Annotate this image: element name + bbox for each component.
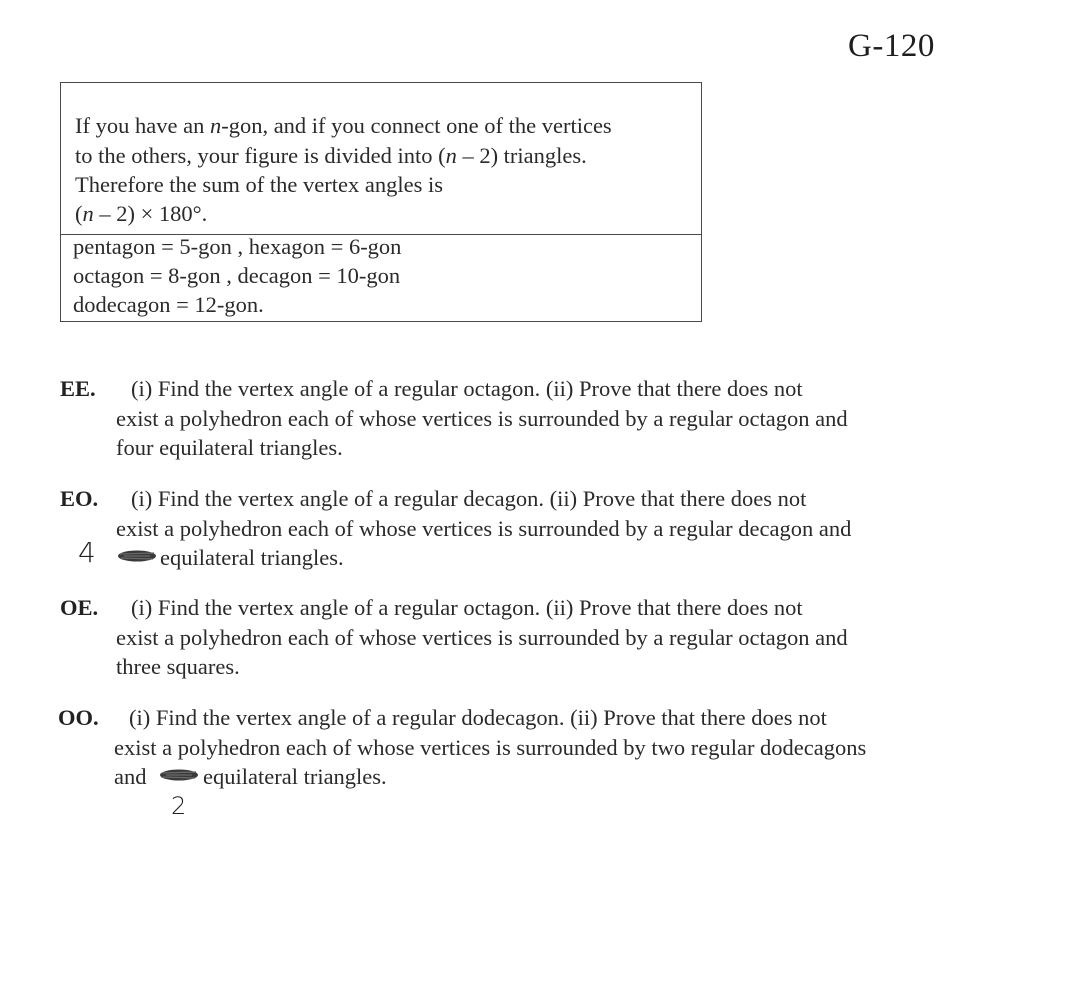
scribbled-out-word <box>158 767 200 783</box>
problem-line-1: (i) Find the vertex angle of a regular decagon. (ii) Prove that there does not <box>131 486 807 511</box>
theorem-line-3: Therefore the sum of the vertex angles is <box>75 172 443 197</box>
problem-line-3: four equilateral triangles. <box>116 435 343 460</box>
problem-line-2: exist a polyhedron each of whose vertices is surrounded by two regular dodecagons <box>114 735 867 760</box>
info-box-theorem <box>61 83 701 235</box>
problem-label: EO. <box>60 486 99 511</box>
problem-oo <box>58 703 958 823</box>
problem-label: EE. <box>60 376 96 401</box>
problem-label: OE. <box>60 595 99 620</box>
info-box <box>60 82 702 322</box>
problem-line-1: (i) Find the vertex angle of a regular octagon. (ii) Prove that there does not <box>131 376 803 401</box>
theorem-line-1: If you have an n-gon, and if you connect one of the vertices <box>75 113 612 138</box>
problem-line-3: equilateral triangles. <box>160 545 344 570</box>
problem-line-2: exist a polyhedron each of whose vertices is surrounded by a regular decagon and <box>116 516 852 541</box>
handwritten-correction: 2 <box>171 792 187 820</box>
problem-line-1: (i) Find the vertex angle of a regular octagon. (ii) Prove that there does not <box>131 595 803 620</box>
problem-eo <box>60 484 960 574</box>
scribbled-out-word <box>116 548 158 564</box>
handwritten-correction: 4 <box>78 536 96 569</box>
definition-line-3: dodecagon = 12-gon. <box>73 292 264 317</box>
problem-line-1: (i) Find the vertex angle of a regular dodecagon. (ii) Prove that there does not <box>129 705 827 730</box>
problem-line-2: exist a polyhedron each of whose vertices is surrounded by a regular octagon and <box>116 625 848 650</box>
definition-line-2: octagon = 8-gon , decagon = 10-gon <box>73 263 401 288</box>
page-code: G-120 <box>848 28 935 64</box>
problem-line-2: exist a polyhedron each of whose vertices is surrounded by a regular octagon and <box>116 406 848 431</box>
problem-line-3: three squares. <box>116 654 240 679</box>
problem-label: OO. <box>58 705 99 730</box>
problem-line-3-prefix: and <box>114 764 147 789</box>
theorem-line-2: to the others, your figure is divided into (n – 2) triangles. <box>75 143 587 168</box>
theorem-line-4: (n – 2) × 180°. <box>75 201 208 226</box>
problem-oe <box>60 593 960 683</box>
problem-ee <box>60 374 960 464</box>
problem-line-3: equilateral triangles. <box>203 764 387 789</box>
definition-line-1: pentagon = 5-gon , hexagon = 6-gon <box>73 234 402 259</box>
